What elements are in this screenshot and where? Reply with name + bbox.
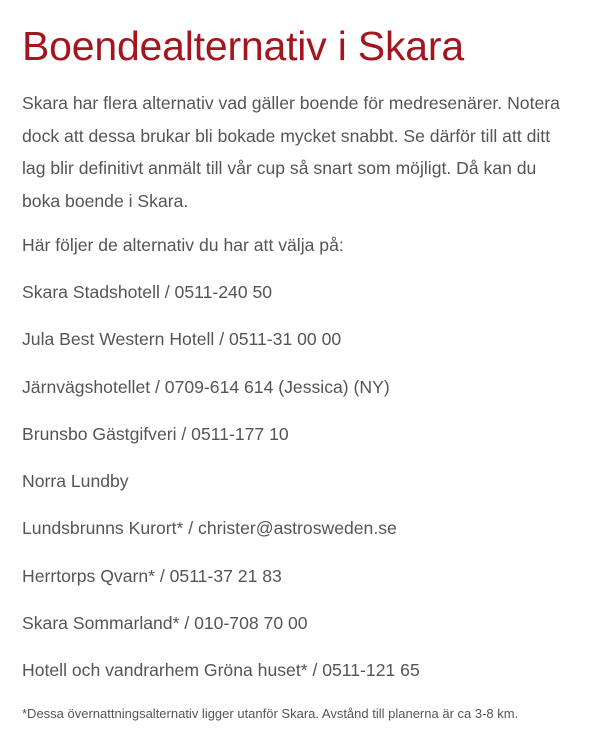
intro-paragraph: Skara har flera alternativ vad gäller boende för medresenärer. Notera dock att dessa brukar bli bokade mycket snabbt. Se därför till att ditt lag blir definitivt anmält till vår cup så snart som möjligt. Då kan du boka boende i Skara.: [22, 93, 560, 211]
accommodation-item: Herrtorps Qvarn* / 0511-37 21 83: [22, 565, 282, 586]
accommodation-item: Skara Stadshotell / 0511-240 50: [22, 282, 273, 302]
accommodation-item: Norra Lundby: [22, 471, 129, 492]
accommodation-item: Jula Best Western Hotell / 0511-31 00 00: [22, 329, 342, 350]
accommodation-item: Lundsbrunns Kurort* / christer@astrosweden.se: [22, 518, 397, 539]
page-title: Boendealternativ i Skara: [22, 23, 464, 69]
distance-footnote: *Dessa övernattningsalternativ ligger utanför Skara. Avstånd till planerna är ca 3-8 km.: [22, 706, 519, 722]
accommodation-item: Skara Sommarland* / 010-708 70 00: [22, 613, 308, 634]
accommodation-item: Hotell och vandrarhem Gröna huset* / 0511-121 65: [22, 660, 420, 681]
accommodation-item: Järnvägshotellet / 0709-614 614 (Jessica) (NY): [22, 376, 390, 397]
accommodation-list: [22, 278, 578, 684]
accommodation-item: Brunsbo Gästgifveri / 0511-177 10: [22, 423, 289, 444]
options-lead-text: Här följer de alternativ du har att välja på:: [22, 235, 344, 255]
